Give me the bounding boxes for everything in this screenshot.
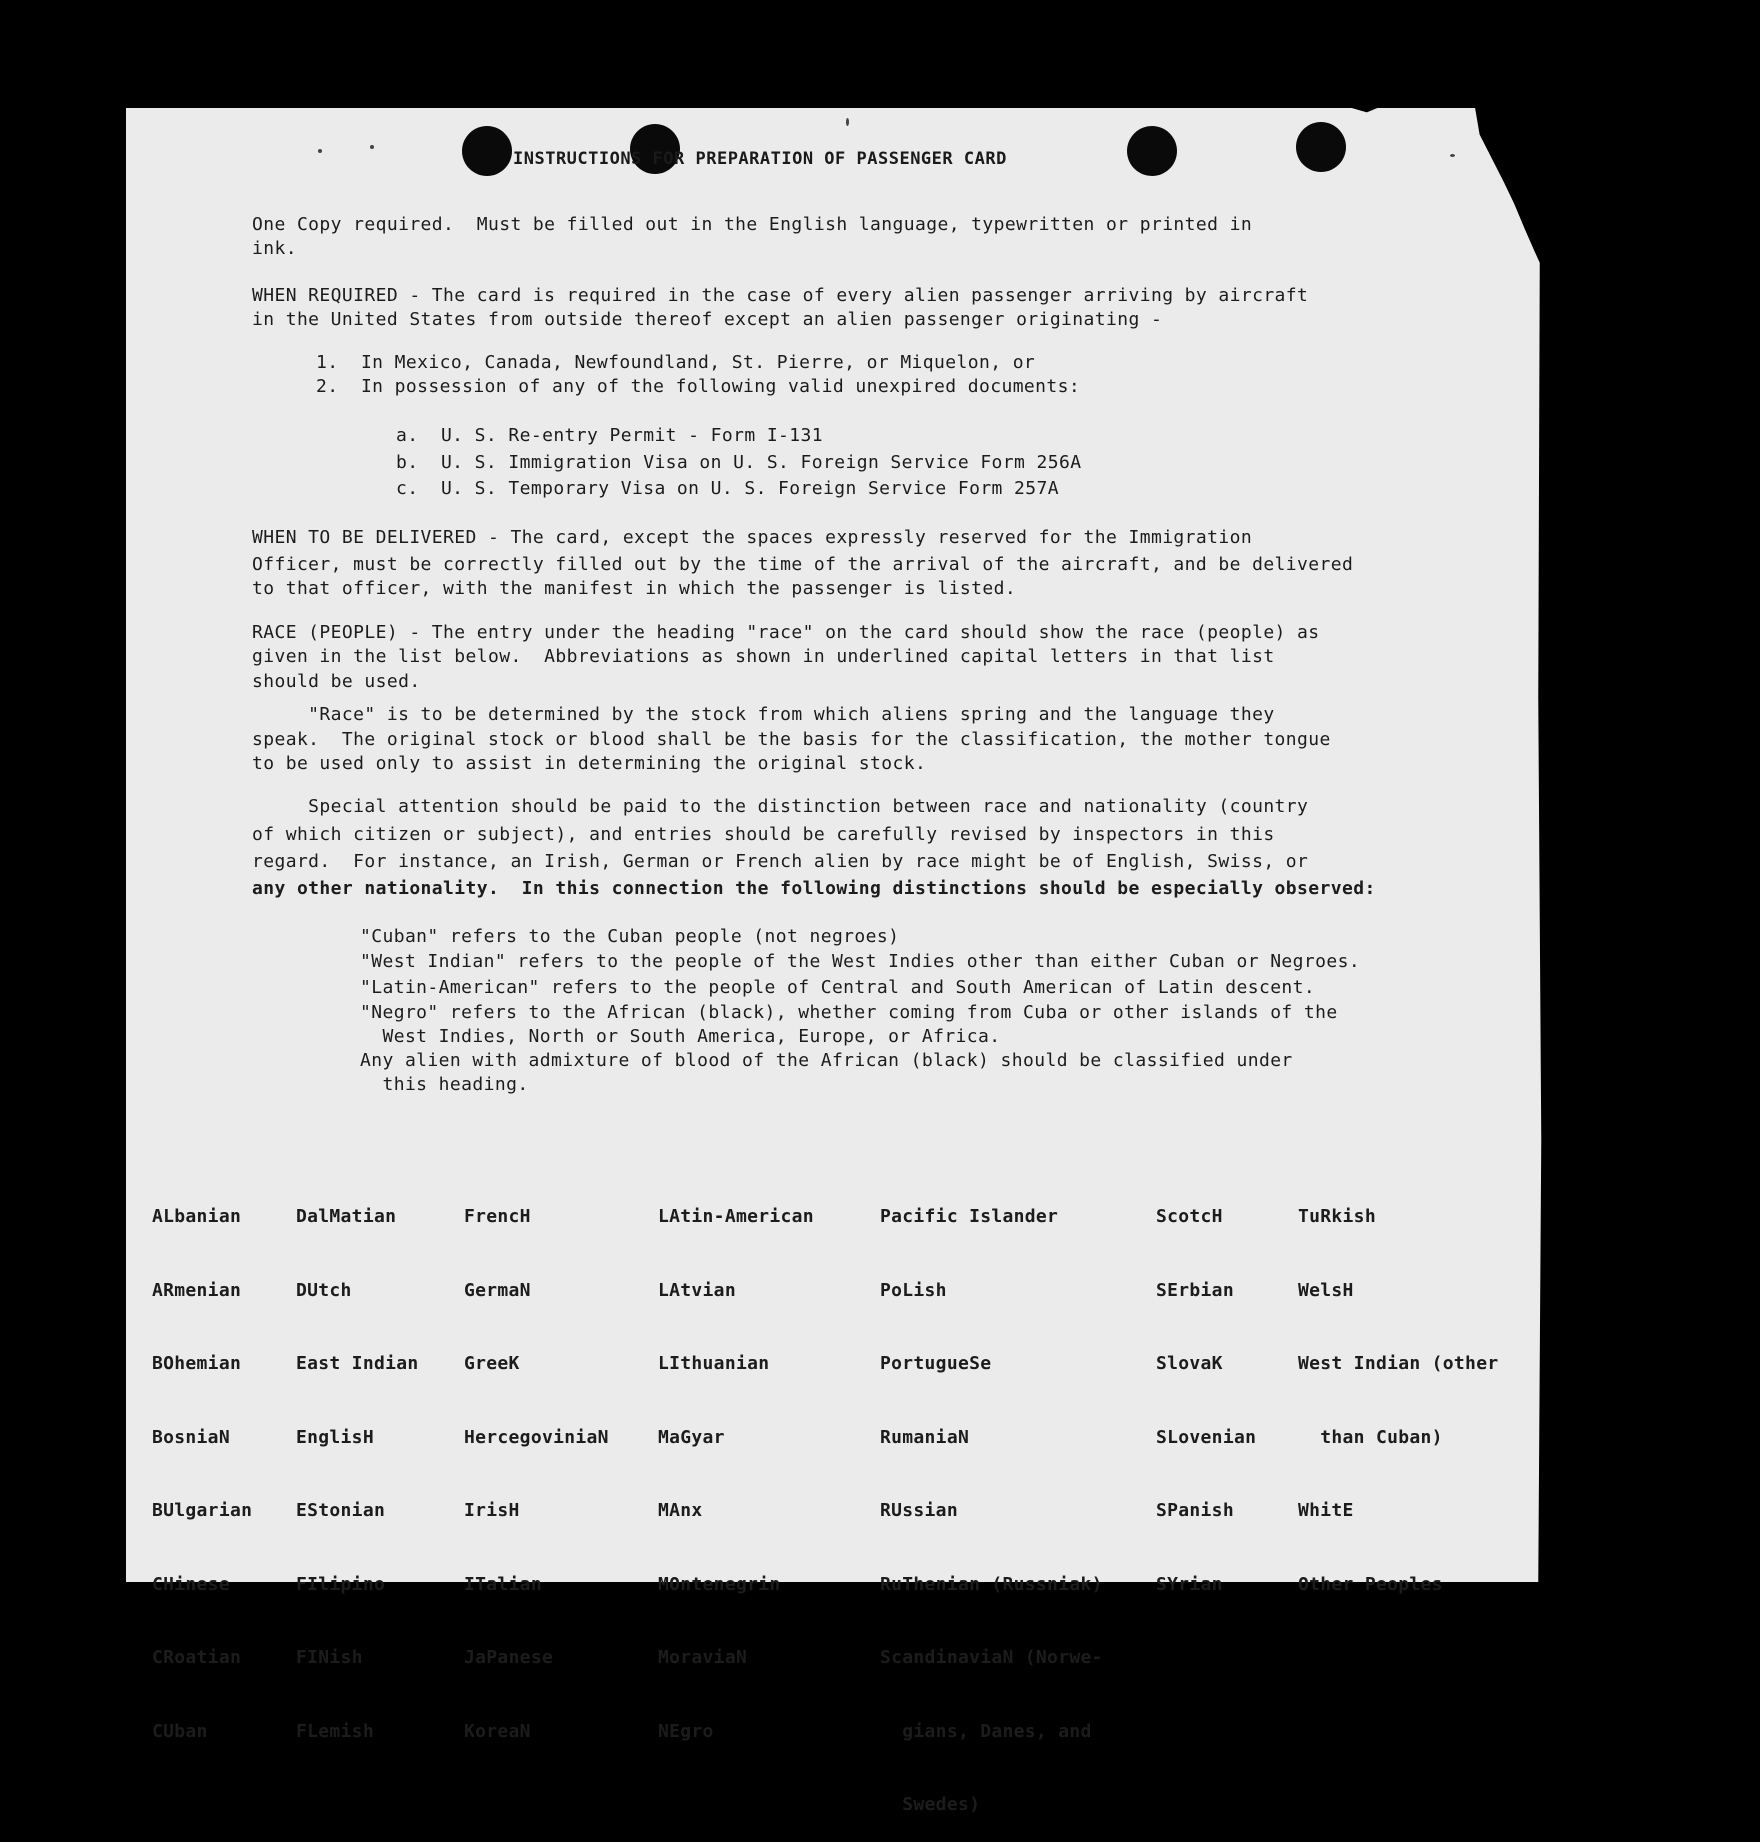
race-list-column: [1298, 1156, 1498, 1622]
race-entry: MAnx: [658, 1500, 703, 1521]
when-required-line: in the United States from outside thereof except an alien passenger originating -: [252, 309, 1163, 330]
distinction-line: "Cuban" refers to the Cuban people (not negroes): [360, 926, 900, 947]
intro-line: One Copy required. Must be filled out in the English language, typewritten or printed in: [252, 214, 1253, 235]
race-entry: SYrian: [1156, 1573, 1223, 1595]
stray-mark: [370, 145, 374, 149]
when-delivered-line: WHEN TO BE DELIVERED - The card, except the spaces expressly reserved for the Immigration: [252, 527, 1253, 548]
document-title: INSTRUCTIONS FOR PREPARATION OF PASSENGER CARD: [513, 149, 1007, 169]
race-people-line: RACE (PEOPLE) - The entry under the heading "race" on the card should show the race (people) as: [252, 622, 1320, 643]
stray-mark: [846, 118, 849, 126]
intro-line: ink.: [252, 238, 297, 259]
stray-mark: [318, 149, 322, 153]
special-attention-line: of which citizen or subject), and entries should be carefully revised by inspectors in this: [252, 824, 1275, 845]
race-entry: SErbian: [1156, 1279, 1234, 1301]
race-entry: MoraviaN: [658, 1647, 748, 1668]
race-entry: HercegoviniaN: [464, 1426, 609, 1448]
race-list-column: [152, 1156, 252, 1769]
race-entry: DalMatian: [296, 1206, 397, 1227]
race-entry: ALbanian: [152, 1206, 242, 1227]
special-attention-line: any other nationality. In this connection the following distinctions should be especially observed:: [252, 878, 1376, 899]
race-entry: East Indian: [296, 1353, 419, 1374]
race-list-column: [1156, 1156, 1256, 1622]
race-entry: Swedes): [880, 1794, 981, 1815]
race-entry: ScandinaviaN (Norwe-: [880, 1647, 1103, 1668]
race-determined-line: to be used only to assist in determining the original stock.: [252, 753, 927, 774]
race-determined-line: "Race" is to be determined by the stock from which aliens spring and the language they: [252, 704, 1275, 725]
race-entry: LAtvian: [658, 1279, 736, 1301]
distinction-line: "West Indian" refers to the people of the West Indies other than either Cuban or Negroes.: [360, 951, 1361, 972]
stray-mark: [1450, 154, 1455, 157]
numbered-item: 1. In Mexico, Canada, Newfoundland, St. Pierre, or Miquelon, or: [316, 352, 1036, 373]
race-determined-line: speak. The original stock or blood shall be the basis for the classification, the mother tongue: [252, 729, 1331, 750]
race-entry: RuThenian (Russniak): [880, 1573, 1103, 1595]
race-entry: GreeK: [464, 1353, 520, 1374]
race-entry: TuRkish: [1298, 1206, 1376, 1227]
race-entry: EnglisH: [296, 1426, 374, 1448]
race-entry: SPanish: [1156, 1500, 1234, 1521]
race-entry: CHinese: [152, 1573, 230, 1595]
distinction-line: "Latin-American" refers to the people of Central and South American of Latin descent.: [360, 977, 1316, 998]
race-people-line: should be used.: [252, 671, 421, 692]
when-delivered-line: Officer, must be correctly filled out by the time of the arrival of the aircraft, and be delivered: [252, 554, 1354, 575]
race-entry: RUssian: [880, 1500, 958, 1521]
race-entry: FrencH: [464, 1206, 531, 1227]
race-people-line: given in the list below. Abbreviations as shown in underlined capital letters in that list: [252, 646, 1275, 667]
lettered-item: b. U. S. Immigration Visa on U. S. Foreign Service Form 256A: [396, 452, 1082, 473]
race-entry: ITalian: [464, 1573, 542, 1595]
race-entry: RumaniaN: [880, 1426, 970, 1448]
race-entry: WhitE: [1298, 1500, 1354, 1521]
when-delivered-line: to that officer, with the manifest in which the passenger is listed.: [252, 578, 1017, 599]
race-entry: ARmenian: [152, 1279, 242, 1301]
race-entry: FIlipino: [296, 1573, 386, 1595]
race-entry: EStonian: [296, 1500, 386, 1521]
lettered-item: c. U. S. Temporary Visa on U. S. Foreign Service Form 257A: [396, 478, 1059, 499]
race-list-column: [880, 1156, 1103, 1842]
race-entry: GermaN: [464, 1279, 531, 1301]
race-entry: Pacific Islander: [880, 1206, 1059, 1227]
race-entry: WelsH: [1298, 1279, 1354, 1301]
race-entry: SlovaK: [1156, 1353, 1223, 1374]
special-attention-line: Special attention should be paid to the distinction between race and nationality (country: [252, 796, 1309, 817]
race-entry: KoreaN: [464, 1720, 531, 1742]
race-entry: SLovenian: [1156, 1426, 1257, 1448]
lettered-item: a. U. S. Re-entry Permit - Form I-131: [396, 425, 824, 446]
race-entry: than Cuban): [1298, 1426, 1443, 1448]
distinction-line: this heading.: [360, 1074, 529, 1095]
race-entry: FLemish: [296, 1720, 374, 1742]
race-entry: PortugueSe: [880, 1353, 992, 1374]
race-list-column: [658, 1156, 814, 1769]
distinction-line: Any alien with admixture of blood of the African (black) should be classified under: [360, 1050, 1293, 1071]
race-entry: MOntenegrin: [658, 1573, 781, 1595]
race-list-column: [296, 1156, 419, 1769]
race-entry: BUlgarian: [152, 1500, 253, 1521]
race-entry: FINish: [296, 1647, 363, 1668]
punch-hole: [462, 126, 512, 176]
race-entry: gians, Danes, and: [880, 1720, 1092, 1742]
punch-hole: [1127, 126, 1177, 176]
race-entry: NEgro: [658, 1720, 714, 1742]
race-entry: West Indian (other: [1298, 1353, 1499, 1374]
when-required-line: WHEN REQUIRED - The card is required in the case of every alien passenger arriving by aircraft: [252, 285, 1309, 306]
race-entry: ScotcH: [1156, 1206, 1223, 1227]
race-entry: PoLish: [880, 1279, 947, 1301]
race-entry: JaPanese: [464, 1647, 554, 1668]
race-entry: DUtch: [296, 1279, 352, 1301]
race-entry: LAtin-American: [658, 1206, 814, 1227]
distinction-line: "Negro" refers to the African (black), whether coming from Cuba or other islands of the: [360, 1002, 1338, 1023]
distinction-line: West Indies, North or South America, Europe, or Africa.: [360, 1026, 1001, 1047]
race-entry: LIthuanian: [658, 1353, 770, 1374]
race-entry: CRoatian: [152, 1647, 242, 1668]
race-entry: BOhemian: [152, 1353, 242, 1374]
race-entry: MaGyar: [658, 1426, 725, 1448]
race-entry: Other Peoples: [1298, 1573, 1443, 1595]
punch-hole: [1296, 122, 1346, 172]
special-attention-line: regard. For instance, an Irish, German or French alien by race might be of English, Swiss, or: [252, 851, 1309, 872]
race-entry: BosniaN: [152, 1426, 230, 1448]
race-entry: IrisH: [464, 1500, 520, 1521]
race-list-column: [464, 1156, 609, 1769]
numbered-item: 2. In possession of any of the following valid unexpired documents:: [316, 376, 1081, 397]
race-entry: CUban: [152, 1720, 208, 1742]
